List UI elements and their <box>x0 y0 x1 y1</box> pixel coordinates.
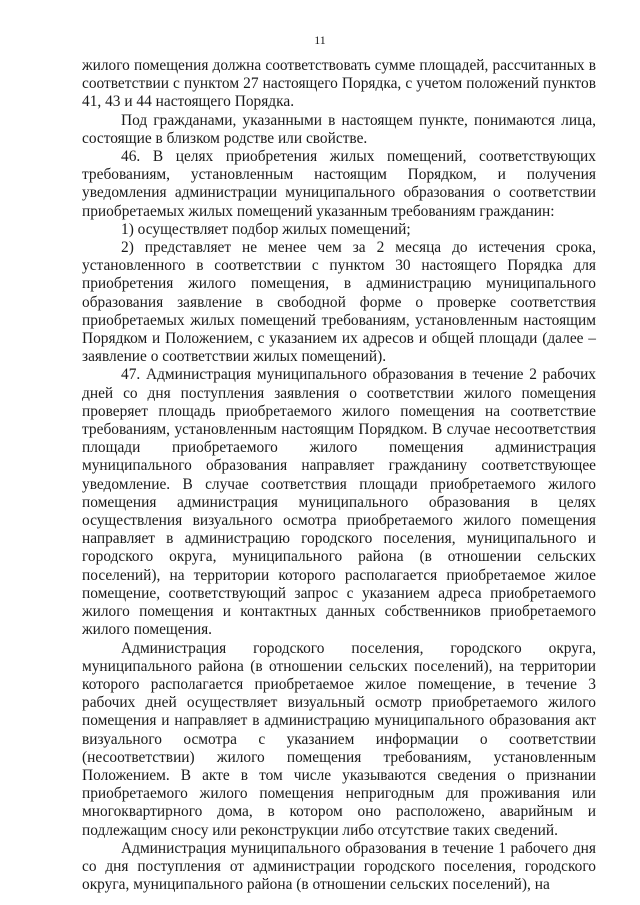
page-number: 11 <box>314 33 326 47</box>
paragraph: Администрация муниципального образования в течение 1 рабочего дня со дня поступления от администрации городского поселения, городского округа, муниципального района (в отношении сельских поселений), на <box>82 839 596 894</box>
document-body <box>82 57 596 894</box>
paragraph: Администрация городского поселения, городского округа, муниципального района (в отношении сельских поселений), на территории которого располагается приобретаемое жилое помещение, в течение 3 рабочих дней осуществляет визуальный осмотр приобретаемого жилого помещения и направляет в администрацию муниципального образования акт визуального осмотра с указанием информации о соответствии (несоответствии) жилого помещения требованиям, установленным Положением. В акте в том числе указываются сведения о признании приобретаемого жилого помещения непригодным для проживания или многоквартирного дома, в котором оно расположено, аварийным и подлежащим сносу или реконструкции либо отсутствие таких сведений. <box>82 639 596 839</box>
paragraph: Под гражданами, указанными в настоящем пункте, понимаются лица, состоящие в близком родстве или свойстве. <box>82 111 596 147</box>
paragraph-subitem-2: 2) представляет не менее чем за 2 месяца до истечения срока, установленного в соответствии с пунктом 30 настоящего Порядка для приобретения жилого помещения, в администрацию муниципального образования заявление в свободной форме о проверке соответствия приобретаемых жилых помещений требованиям, установленным настоящим Порядком и Положением, с указанием их адресов и общей площади (далее – заявление о соответствии жилых помещений). <box>82 239 596 366</box>
paragraph-item-47: 47. Администрация муниципального образования в течение 2 рабочих дней со дня поступления заявления о соответствии жилого помещения проверяет площадь приобретаемого жилого помещения на соответствие требованиям, установленным настоящим Порядком. В случае несоответствия площади приобретаемого жилого помещения администрация муниципального образования направляет гражданину соответствующее уведомление. В случае соответствия площади приобретаемого жилого помещения администрация муниципального образования в целях осуществления визуального осмотра приобретаемого жилого помещения направляет в администрацию городского поселения, муниципального и городского округа, муниципального района (в отношении сельских поселений), на территории которого располагается приобретаемое жилое помещение, соответствующий запрос с указанием адреса приобретаемого жилого помещения и контактных данных собственников приобретаемого жилого помещения. <box>82 366 596 639</box>
paragraph-continuation: жилого помещения должна соответствовать сумме площадей, рассчитанных в соответствии с пунктом 27 настоящего Порядка, с учетом положений пунктов 41, 43 и 44 настоящего Порядка. <box>82 57 596 111</box>
paragraph-item-46: 46. В целях приобретения жилых помещений, соответствующих требованиям, установленным настоящим Порядком, и получения уведомления администрации муниципального образования о соответствии приобретаемых жилых помещений указанным требованиям гражданин: <box>82 148 596 220</box>
paragraph-subitem-1: 1) осуществляет подбор жилых помещений; <box>121 220 411 238</box>
